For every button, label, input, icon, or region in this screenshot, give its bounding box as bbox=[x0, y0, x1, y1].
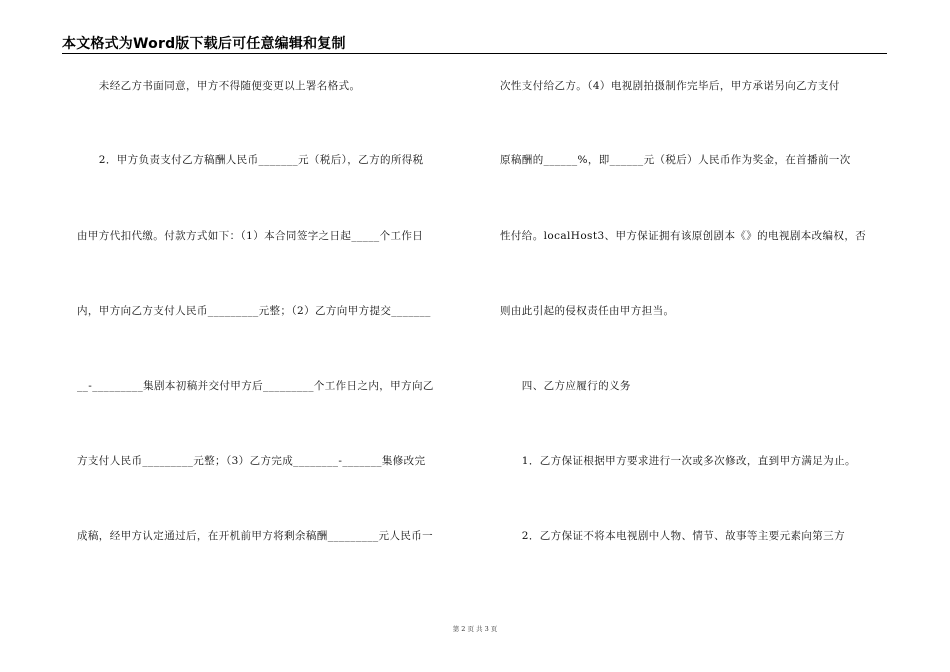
paragraph-line: 原稿酬的______%，即______元（税后）人民币作为奖金，在首播前一次 bbox=[500, 154, 851, 166]
right-text-column bbox=[500, 0, 890, 620]
paragraph-line: 2．乙方保证不将本电视剧中人物、情节、故事等主要元素向第三方 bbox=[500, 530, 845, 542]
page-number-footer: 第 2 页 共 3 页 bbox=[452, 625, 498, 633]
paragraph-line: 未经乙方书面同意，甲方不得随便变更以上署名格式。 bbox=[77, 80, 361, 92]
paragraph-line: 则由此引起的侵权责任由甲方担当。 bbox=[500, 305, 675, 317]
paragraph-line: 性付给。localHost3、甲方保证拥有该原创剧本《》的电视剧本改编权，否 bbox=[500, 230, 867, 242]
paragraph-line: 方支付人民币_________元整；（3）乙方完成________-_______集修改完 bbox=[77, 455, 426, 467]
paragraph-line: 次性支付给乙方。（4）电视剧拍摄制作完毕后，甲方承诺另向乙方支付 bbox=[500, 80, 840, 92]
paragraph-line: 2．甲方负责支付乙方稿酬人民币_______元（税后），乙方的所得税 bbox=[77, 154, 424, 166]
section-heading: 四、乙方应履行的义务 bbox=[500, 380, 631, 392]
paragraph-line: 成稿，经甲方认定通过后，在开机前甲方将剩余稿酬_________元人民币一 bbox=[77, 530, 434, 542]
paragraph-line: 由甲方代扣代缴。付款方式如下：（1）本合同签字之日起_____个工作日 bbox=[77, 230, 424, 242]
left-text-column bbox=[77, 0, 469, 620]
paragraph-line: __-_________集剧本初稿并交付甲方后_________个工作日之内，甲方向乙 bbox=[77, 380, 434, 392]
document-header-title: 本文格式为Word版下载后可任意编辑和复制 bbox=[62, 36, 346, 52]
paragraph-line: 内，甲方向乙方支付人民币_________元整；（2）乙方向甲方提交_______ bbox=[77, 305, 431, 317]
paragraph-line: 1．乙方保证根据甲方要求进行一次或多次修改，直到甲方满足为止。 bbox=[500, 455, 856, 467]
